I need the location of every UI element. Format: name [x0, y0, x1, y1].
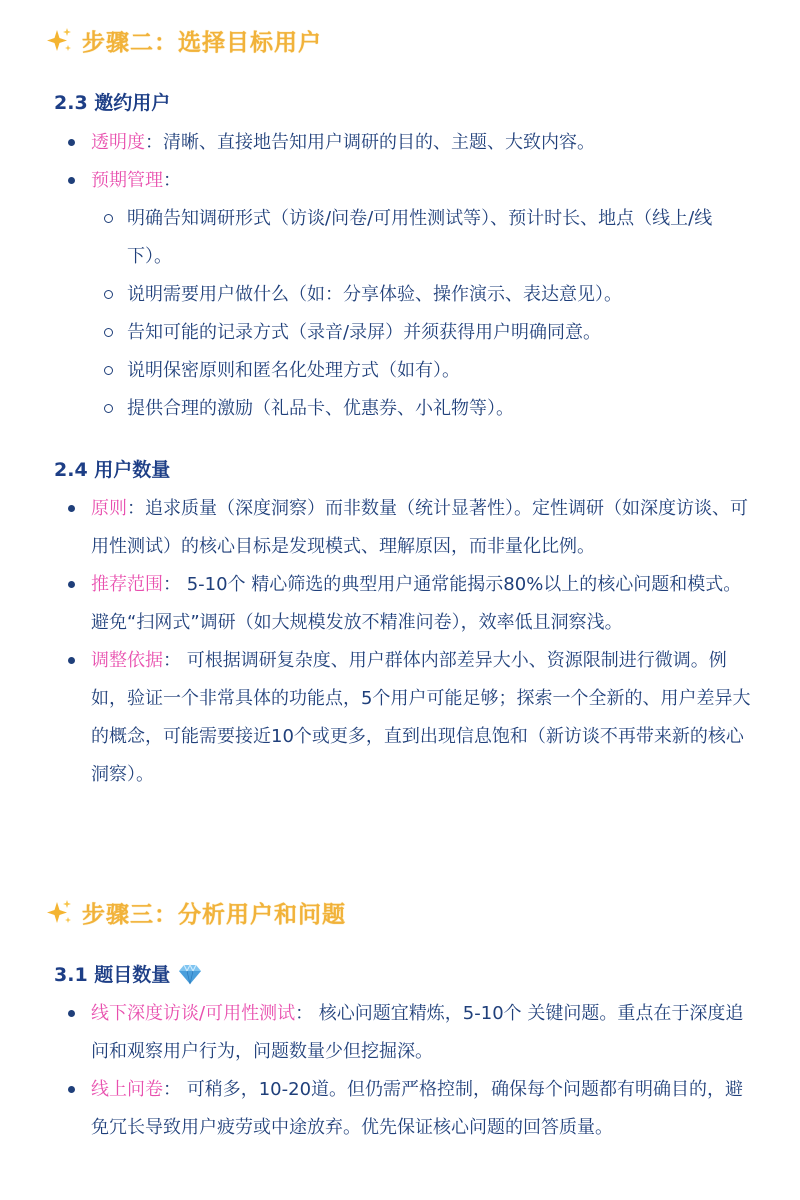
separator: ： [127, 498, 145, 519]
section-3-1-heading [54, 960, 202, 987]
sub-list-item: 说明保密原则和匿名化处理方式（如有）。 [0, 352, 800, 390]
gem-icon [178, 963, 202, 985]
sparkles-icon [44, 898, 74, 928]
separator: ： [163, 574, 181, 595]
list-item [0, 162, 800, 200]
item-text: 可稍多，10-20道。但仍需严格控制，确保每个问题都有明确目的，避免冗长导致用户疲劳或中途放弃。优先保证核心问题的回答质量。 [91, 1079, 744, 1138]
sub-list-item: 明确告知调研形式（访谈/问卷/可用性测试等）、预计时长、地点（线上/线下）。 [0, 200, 800, 276]
separator: ： [295, 1003, 314, 1024]
keyword: 预期管理 [91, 170, 163, 191]
separator: ： [163, 170, 181, 191]
section-2-4-list [0, 490, 800, 794]
keyword: 原则 [91, 498, 127, 519]
keyword: 透明度 [91, 132, 145, 153]
step3-title [44, 896, 346, 929]
section-2-4-heading-text: 2.4 用户数量 [54, 459, 171, 481]
sub-list-item: 告知可能的记录方式（录音/录屏）并须获得用户明确同意。 [0, 314, 800, 352]
item-text: 可根据调研复杂度、用户群体内部差异大小、资源限制进行微调。例如，验证一个非常具体的功能点，5个用户可能足够；探索一个全新的、用户差异大的概念，可能需要接近10个或更多，直到出现信息饱和（新访谈不再带来新的核心洞察）。 [91, 650, 751, 785]
list-item [0, 490, 800, 566]
section-3-1-heading-text: 3.1 题目数量 [54, 964, 171, 986]
keyword: 线下深度访谈/可用性测试 [91, 1003, 296, 1024]
list-item [0, 995, 800, 1071]
section-3-1-list [0, 995, 800, 1147]
separator: ： [163, 1079, 181, 1100]
step2-title-text: 步骤二：选择目标用户 [82, 30, 322, 56]
item-text: 清晰、直接地告知用户调研的目的、主题、大致内容。 [163, 132, 595, 153]
sub-list-item: 说明需要用户做什么（如：分享体验、操作演示、表达意见）。 [0, 276, 800, 314]
step2-title [44, 24, 322, 57]
item-text: 核心问题宜精炼，5-10个 关键问题。重点在于深度追问和观察用户行为，问题数量少但挖掘深。 [91, 1003, 744, 1062]
list-item [0, 1071, 800, 1147]
list-item [0, 566, 800, 642]
separator: ： [163, 650, 181, 671]
list-item [0, 124, 800, 162]
sub-list-item: 提供合理的激励（礼品卡、优惠券、小礼物等）。 [0, 390, 800, 428]
section-2-3-heading-text: 2.3 邀约用户 [54, 92, 171, 114]
section-2-3-list [0, 124, 800, 428]
list-item [0, 642, 800, 794]
keyword: 调整依据 [91, 650, 163, 671]
separator: ： [145, 132, 163, 153]
step3-title-text: 步骤三：分析用户和问题 [82, 902, 346, 928]
sparkles-icon [44, 26, 74, 56]
keyword: 推荐范围 [91, 574, 163, 595]
item-text: 追求质量（深度洞察）而非数量（统计显著性）。定性调研（如深度访谈、可用性测试）的核心目标是发现模式、理解原因，而非量化比例。 [91, 498, 748, 557]
item-text: 5-10个 精心筛选的典型用户通常能揭示80%以上的核心问题和模式。避免“扫网式”调研（如大规模发放不精准问卷），效率低且洞察浅。 [91, 574, 742, 633]
section-2-3-heading [54, 88, 170, 115]
keyword: 线上问卷 [91, 1079, 163, 1100]
section-2-4-heading [54, 455, 170, 482]
